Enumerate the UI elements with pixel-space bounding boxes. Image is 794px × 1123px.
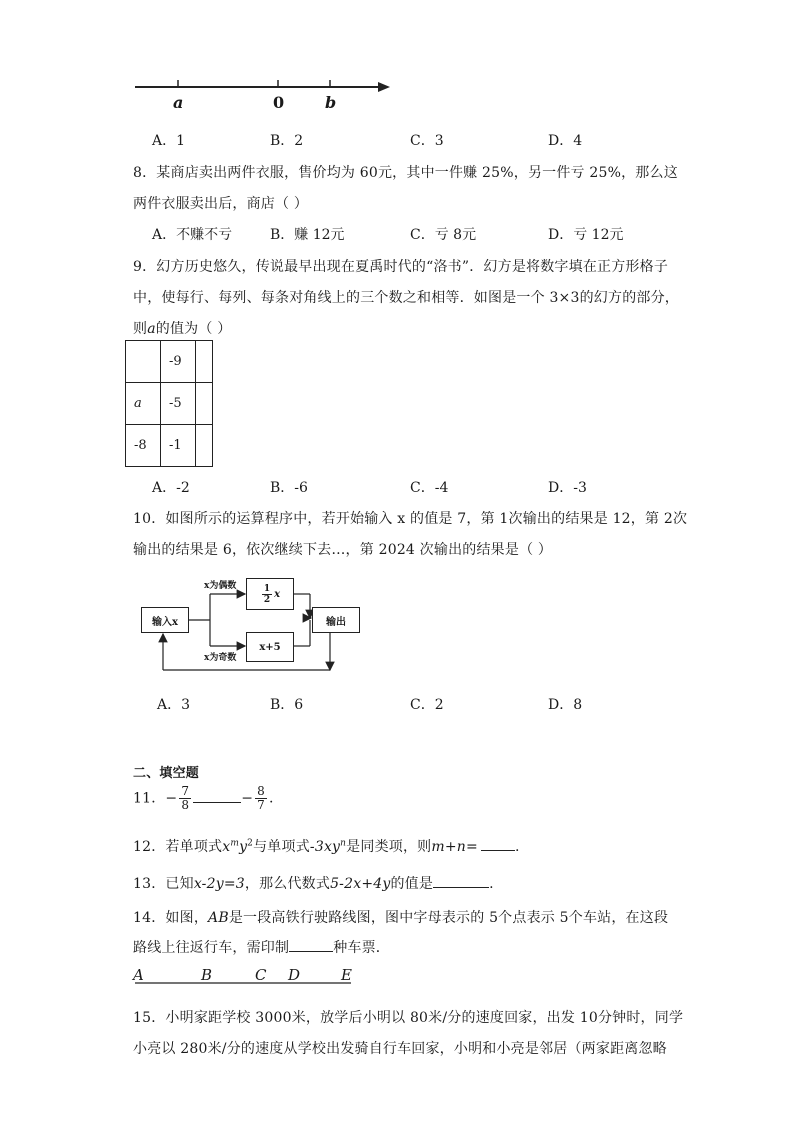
q12-pre: 12．若单项式 [133, 839, 223, 855]
flow-half-var: x [274, 588, 281, 600]
q12-y: y [239, 839, 248, 855]
station-c: C [255, 966, 267, 984]
station-e: E [341, 966, 352, 984]
q11-prefix: 11． [133, 790, 166, 807]
q10-option-a[interactable]: A．3 [157, 697, 191, 713]
flow-odd-label: x为奇数 [204, 653, 237, 663]
flow-plus-box [246, 632, 294, 662]
q8-option-d[interactable]: D．亏 12元 [548, 227, 624, 243]
q7-option-d[interactable]: D．4 [548, 133, 583, 149]
route-line [133, 980, 358, 988]
q7-option-b[interactable]: B．2 [270, 133, 304, 149]
q10-option-d[interactable]: D．8 [548, 697, 583, 713]
q9-variable-a: a [147, 321, 156, 337]
q15-line-1: 15．小明家距学校 3000米，放学后小明以 80米/分的速度回家，出发 10分钟时，同学 [133, 1010, 684, 1026]
flow-even-label: x为偶数 [204, 581, 237, 591]
q9-option-d[interactable]: D．-3 [548, 480, 587, 496]
q14-answer-blank[interactable] [289, 937, 333, 952]
q14-line-1-post: 是一段高铁行驶路线图，图中字母表示的 5个点表示 5个车站，在这段 [228, 910, 669, 926]
q14-line-2 [133, 937, 390, 957]
q12-mono2: -3xy [309, 839, 341, 855]
q14-line-2-pre: 路线上往返行车，需印制 [133, 940, 290, 956]
q11-a-num: 7 [181, 784, 190, 798]
q8-option-b[interactable]: B．赚 12元 [270, 227, 345, 243]
flow-half-fraction [262, 584, 272, 605]
magic-cell [196, 383, 213, 425]
magic-row-2 [126, 383, 213, 425]
q9-line-1: 9．幻方历史悠久，传说最早出现在夏禹时代的“洛书”．幻方是将数字填在正方形格子 [133, 259, 669, 275]
q14-ab: AB [208, 910, 229, 926]
q10-line-1: 10．如图所示的运算程序中，若开始输入 x 的值是 7，第 1次输出的结果是 12，第 2次 [133, 511, 688, 527]
q11-b-num: 8 [257, 784, 265, 798]
flow-input-label: 输入x [152, 616, 178, 628]
q8-line-1: 8．某商店卖出两件衣服，售价均为 60元，其中一件赚 25%，另一件亏 25%，那么这 [133, 165, 678, 181]
q12-exp-2: 2 [247, 838, 254, 849]
magic-cell: a [126, 383, 161, 425]
q13-expr: 5-2x+4y [330, 876, 391, 892]
q13-post: 的值是 [390, 876, 434, 892]
station-d: D [288, 966, 301, 984]
numberline-label-a: a [173, 93, 184, 112]
q11-answer-blank[interactable] [193, 788, 241, 803]
q9-line-3 [133, 318, 231, 338]
q13-mid: ，那么代数式 [244, 876, 331, 892]
magic-cell [196, 341, 213, 383]
numberline-label-b: b [325, 93, 337, 112]
q11-end: . [268, 790, 274, 807]
q11-b-den: 7 [257, 798, 265, 812]
q11: 11．− $\frac{7}{8}$ − $\frac{8}{7}$ . [133, 784, 274, 812]
q12-end: . [514, 839, 520, 855]
q7-option-c[interactable]: C．3 [410, 133, 444, 149]
flow-half-box [246, 578, 294, 610]
flow-plus-label: x+5 [259, 641, 281, 653]
flow-output-box [312, 607, 360, 633]
q13-cond: x-2y=3 [193, 876, 245, 892]
q12-mono1: x [222, 839, 231, 855]
q9-line-3-post: 的值为（ ） [155, 321, 232, 337]
flow-input-box [141, 607, 189, 633]
q9-line-2: 中，使每行、每列、每条对角线上的三个数之和相等．如图是一个 3×3的幻方的部分， [133, 290, 679, 306]
q10-option-c[interactable]: C．2 [410, 697, 444, 713]
q9-option-a[interactable]: A．-2 [152, 480, 190, 496]
number-line-arrow [378, 82, 390, 92]
q11-fraction-b [255, 785, 267, 812]
q13-pre: 13．已知 [133, 876, 194, 892]
station-b: B [201, 966, 213, 984]
magic-cell [196, 425, 213, 467]
magic-cell: -8 [126, 425, 161, 467]
q13-end: . [489, 876, 494, 892]
q14-line-1 [133, 907, 668, 927]
magic-cell: -1 [161, 425, 196, 467]
q12-answer-blank[interactable] [481, 836, 515, 851]
q15-line-2: 小亮以 280米/分的速度从学校出发骑自行车回家，小明和小亮是邻居（两家距离忽略 [133, 1041, 667, 1057]
magic-cell: -5 [161, 383, 196, 425]
q14-line-1-pre: 14．如图， [133, 910, 209, 926]
magic-square-grid [125, 340, 213, 467]
station-a: A [133, 966, 144, 984]
magic-row-3 [126, 425, 213, 467]
numberline-label-zero: 0 [273, 93, 285, 112]
flow-output-label: 输出 [326, 616, 346, 628]
q14-line-2-post: 种车票． [333, 940, 391, 956]
q10-option-b[interactable]: B．6 [270, 697, 304, 713]
q8-line-2: 两件衣服卖出后，商店（ ） [133, 196, 309, 212]
q8-option-c[interactable]: C．亏 8元 [410, 227, 477, 243]
q8-option-a[interactable]: A．不赚不亏 [152, 227, 233, 243]
q12-mid: 与单项式 [253, 839, 310, 855]
q12-exp-m: m [230, 838, 240, 849]
q12-exp-n: n [340, 838, 347, 849]
q7-option-a[interactable]: A．1 [152, 133, 186, 149]
q11-a-den: 8 [181, 798, 190, 812]
magic-cell [126, 341, 161, 383]
magic-cell: -9 [161, 341, 196, 383]
q12-post: 是同类项，则 [346, 839, 432, 855]
section-title-fill-blank: 二、填空题 [133, 766, 200, 781]
number-line-figure [130, 75, 395, 120]
q9-option-c[interactable]: C．-4 [410, 480, 449, 496]
q13 [133, 873, 494, 893]
q12-expr: m+n= [431, 839, 478, 855]
flow-half-num: 1 [263, 583, 271, 594]
magic-row-1 [126, 341, 213, 383]
q9-option-b[interactable]: B．-6 [270, 480, 308, 496]
q9-line-3-pre: 则 [133, 321, 148, 337]
q11-fraction-a [179, 785, 191, 812]
q13-answer-blank[interactable] [433, 873, 489, 888]
q10-line-2: 输出的结果是 6，依次继续下去…，第 2024 次输出的结果是（ ） [133, 542, 553, 558]
flow-half-den: 2 [263, 594, 271, 605]
q12 [133, 836, 520, 856]
